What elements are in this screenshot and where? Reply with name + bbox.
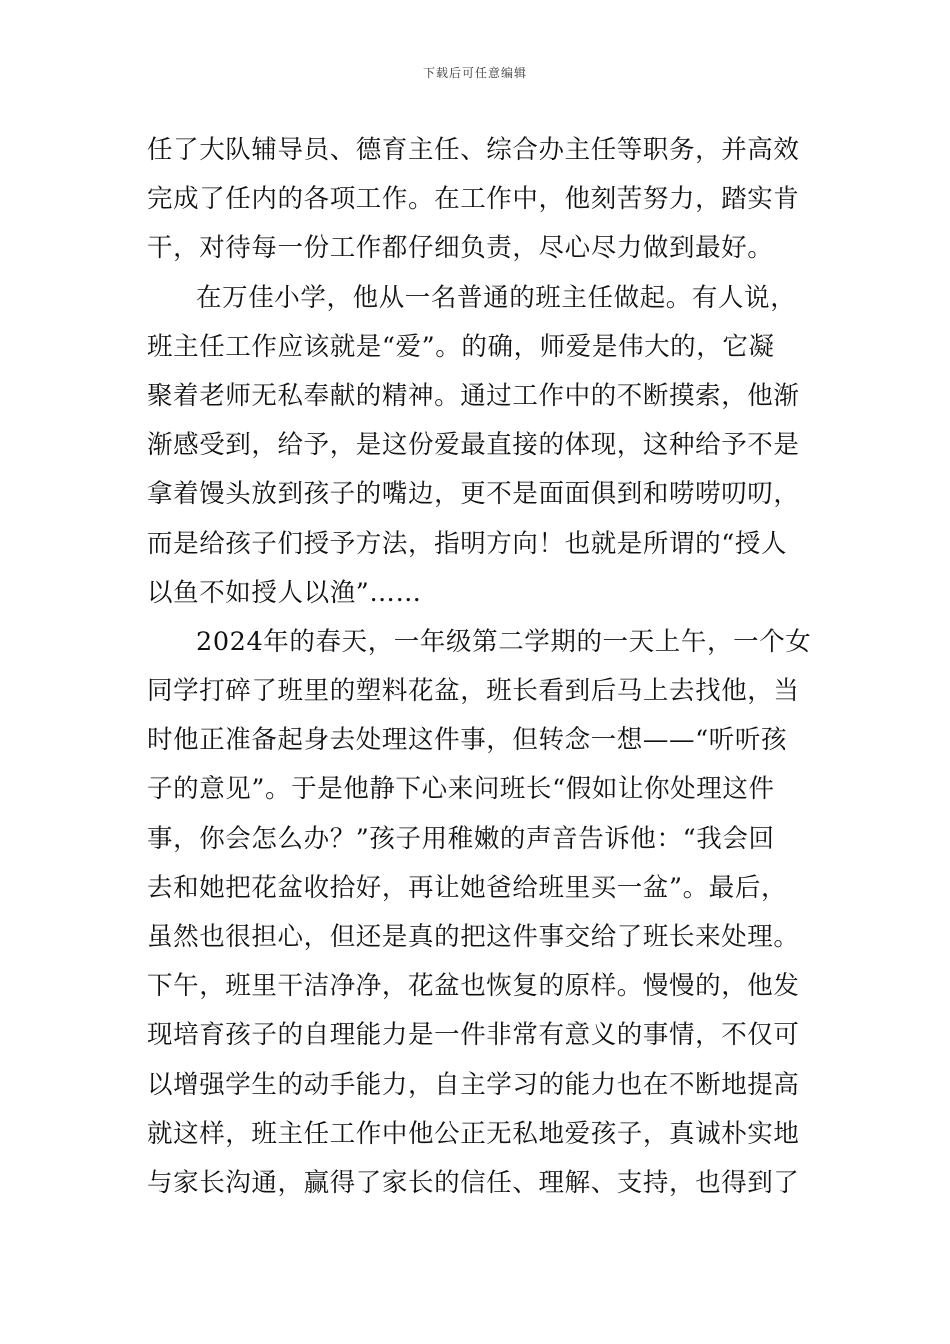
text-line: 干，对待每一份工作都仔细负责，尽心尽力做到最好。: [147, 233, 774, 264]
text-line: 任了大队辅导员、德育主任、综合办主任等职务，并高效: [147, 135, 800, 165]
text-line: 子的意见”。于是他静下心来问班长“假如让你处理这件: [147, 774, 775, 805]
text-line: 聚着老师无私奉献的精神。通过工作中的不断摸索，他渐: [147, 380, 800, 411]
page-header: 下载后可任意编辑: [422, 66, 527, 80]
text-line: 班主任工作应该就是“爱”。的确，师爱是伟大的，它凝: [147, 331, 775, 362]
text-line: 现培育孩子的自理能力是一件非常有意义的事情，不仅可: [147, 1020, 800, 1051]
text-line: 时他正准备起身去处理这件事，但转念一想——“听听孩: [147, 725, 788, 756]
text-line: 与家长沟通，赢得了家长的信任、理解、支持，也得到了: [147, 1167, 800, 1198]
document-body: [147, 126, 812, 1208]
text-line: 同学打碎了班里的塑料花盆，班长看到后马上去找他，当: [147, 676, 800, 707]
text-line: 完成了任内的各项工作。在工作中，他刻苦努力，踏实肯: [147, 184, 800, 215]
text-line: 事，你会怎么办？”孩子用稚嫩的声音告诉他：“我会回: [147, 823, 775, 854]
paragraph-first-line: 在万佳小学，他从一名普通的班主任做起。有人说，: [196, 282, 797, 313]
text-line: 渐感受到，给予，是这份爱最直接的体现，这种给予不是: [147, 430, 800, 461]
text-line: 去和她把花盆收拾好，再让她爸给班里买一盆”。最后，: [147, 872, 788, 903]
text-line: 下午，班里干洁净净，花盆也恢复的原样。慢慢的，他发: [147, 971, 800, 1002]
text-line: 就这样，班主任工作中他公正无私地爱孩子，真诚朴实地: [147, 1118, 800, 1149]
text-line: 以增强学生的动手能力，自主学习的能力也在不断地提高: [147, 1069, 800, 1100]
text-line: 而是给孩子们授予方法，指明方向！也就是所谓的“授人: [147, 528, 788, 559]
text-line: 虽然也很担心，但还是真的把这件事交给了班长来处理。: [147, 922, 800, 952]
text-line: 以鱼不如授人以渔”……: [147, 577, 422, 608]
paragraph-first-line: 2024年的春天，一年级第二学期的一天上午，一个女: [196, 626, 812, 657]
text-line: 拿着馒头放到孩子的嘴边，更不是面面俱到和唠唠叨叨，: [147, 479, 800, 510]
